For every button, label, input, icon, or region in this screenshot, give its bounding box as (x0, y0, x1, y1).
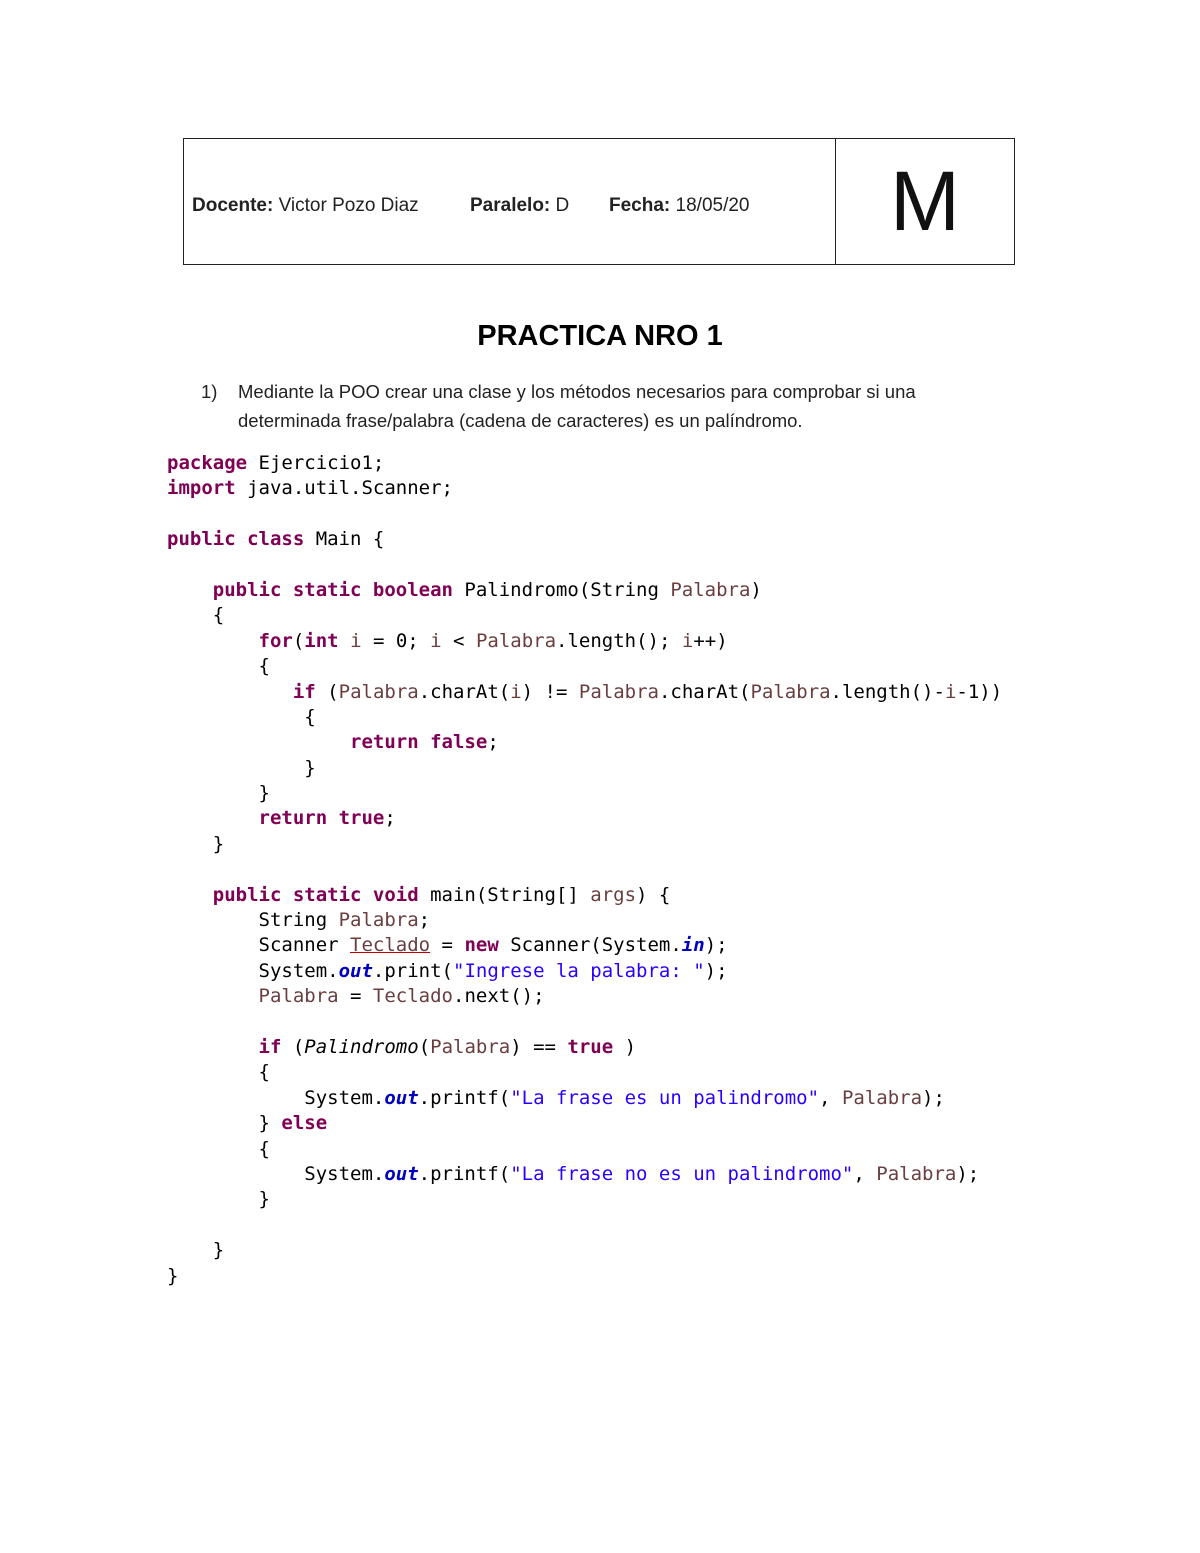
code-token: } (167, 832, 225, 855)
code-line (167, 832, 1002, 857)
code-line (167, 1213, 1002, 1238)
code-token: i (350, 629, 362, 652)
code-token: .charAt( (658, 680, 751, 703)
code-token: Palabra (670, 578, 751, 601)
code-token: i (944, 680, 957, 703)
code-token (167, 579, 213, 601)
code-token: new (464, 934, 499, 957)
code-token: } (167, 782, 270, 805)
code-token: ); (704, 959, 728, 982)
code-token: System. (167, 959, 339, 982)
code-token: < (441, 629, 476, 652)
code-token: System. (167, 1162, 385, 1185)
code-token: Palabra (258, 985, 339, 1008)
code-line (167, 857, 1002, 882)
code-line (167, 1238, 1002, 1263)
code-line (167, 603, 1002, 628)
code-line (167, 908, 1002, 933)
code-line (167, 527, 1002, 552)
code-token: Teclado (350, 934, 431, 957)
code-token: Palabra (876, 1162, 957, 1185)
code-token: "La frase es un palindromo" (510, 1086, 820, 1109)
code-token: if (292, 680, 316, 703)
code-token: .print( (372, 959, 453, 982)
code-token: } (167, 1188, 270, 1211)
code-token: out (384, 1086, 419, 1109)
header-info (184, 139, 836, 264)
code-token: , (819, 1086, 842, 1109)
code-line (167, 1060, 1002, 1085)
fecha-field (609, 195, 750, 217)
code-token: } (167, 1112, 282, 1135)
code-token (167, 884, 213, 906)
code-token: import (167, 477, 248, 500)
code-token: ( (418, 1035, 431, 1058)
code-token: ) (624, 1035, 637, 1058)
section-letter: M (890, 154, 960, 248)
fecha-value: 18/05/20 (670, 194, 750, 216)
code-line (167, 578, 1002, 603)
code-token: i (510, 680, 522, 703)
code-token: i (681, 629, 694, 652)
code-line (167, 1137, 1002, 1162)
paralelo-label: Paralelo: (470, 194, 551, 216)
code-token: String (167, 909, 339, 932)
code-token: = (338, 985, 373, 1008)
code-line (167, 705, 1002, 730)
docente-value: Victor Pozo Diaz (273, 194, 419, 216)
code-line (167, 883, 1002, 908)
code-line (167, 730, 1002, 755)
code-token: Palabra (841, 1086, 923, 1109)
code-token: } (167, 1264, 179, 1287)
code-token: -1)) (956, 680, 1003, 703)
code-line (167, 1111, 1002, 1136)
code-token: Palabra (578, 680, 659, 703)
code-token: ++) (693, 629, 728, 652)
code-token: Palabra (750, 680, 831, 703)
code-token (167, 807, 259, 829)
code-token: "Ingrese la palabra: " (453, 959, 705, 982)
code-token: public static void (212, 883, 419, 906)
code-token: } (167, 1239, 225, 1262)
page-title: PRACTICA NRO 1 (477, 320, 723, 352)
code-line (167, 1010, 1002, 1035)
code-token: return false (350, 731, 488, 754)
code-token: , (853, 1162, 877, 1185)
code-token: java.util.Scanner; (247, 477, 453, 500)
code-line (167, 781, 1002, 806)
code-token: ; (487, 731, 499, 754)
code-block (167, 451, 1002, 1289)
code-line (167, 1187, 1002, 1212)
code-token: true (567, 1035, 625, 1058)
code-token (167, 985, 259, 1007)
code-token: .length()- (830, 680, 945, 703)
code-token: for (258, 629, 293, 652)
code-token: Scanner (167, 934, 351, 957)
code-line (167, 1086, 1002, 1111)
code-token: package (167, 452, 259, 474)
code-token (167, 1036, 259, 1058)
code-token: .printf( (418, 1086, 511, 1109)
code-token: .length(); (556, 629, 682, 652)
code-token: { (167, 1137, 270, 1160)
code-line (167, 1162, 1002, 1187)
code-token: Palindromo (304, 1035, 419, 1058)
code-token: Palabra (338, 680, 419, 703)
code-token: = 0; (361, 629, 431, 652)
code-token: i (430, 629, 442, 652)
code-token: ); (956, 1162, 980, 1185)
code-line (167, 553, 1002, 578)
code-token: } (167, 756, 316, 779)
code-line (167, 984, 1002, 1009)
code-token: Palabra (430, 1035, 511, 1058)
code-token: else (281, 1112, 328, 1135)
code-token (167, 731, 350, 753)
code-line (167, 806, 1002, 831)
code-token: ( (315, 680, 339, 703)
code-token: ) == (510, 1035, 568, 1058)
code-token: public static boolean (212, 578, 453, 601)
code-token: Teclado (372, 985, 453, 1008)
code-token: System. (167, 1086, 385, 1109)
fecha-label: Fecha: (609, 194, 671, 216)
code-line (167, 1035, 1002, 1060)
code-token (167, 681, 293, 703)
code-token: out (384, 1162, 419, 1185)
code-token (167, 630, 259, 652)
code-line (167, 502, 1002, 527)
code-token: ) { (636, 883, 671, 906)
code-token: ) != (521, 680, 579, 703)
docente-field (192, 195, 470, 217)
code-token: ; (418, 909, 431, 932)
code-token: in (681, 934, 705, 957)
code-token: out (338, 959, 373, 982)
code-token: ); (922, 1086, 945, 1109)
exercise-number: 1) (201, 381, 218, 402)
code-token: ( (281, 1035, 305, 1058)
code-token: "La frase no es un palindromo" (510, 1162, 854, 1185)
code-token: class (247, 528, 316, 551)
code-token: ; (384, 807, 396, 830)
exercise-line-1: Mediante la POO crear una clase y los métodos necesarios para comprobar si una (238, 381, 916, 402)
code-token: main(String[] (418, 883, 591, 906)
code-line (167, 451, 1002, 476)
code-token: Main { (315, 528, 385, 551)
code-line (167, 959, 1002, 984)
paralelo-field (470, 195, 609, 217)
header-box (183, 138, 1015, 265)
code-token: Palindromo(String (452, 578, 671, 601)
code-line (167, 629, 1002, 654)
code-token: if (258, 1035, 282, 1058)
code-token: ( (292, 629, 305, 652)
code-token: args (590, 883, 637, 906)
code-token: { (167, 705, 316, 728)
paralelo-value: D (550, 194, 570, 216)
code-line (167, 933, 1002, 958)
code-token: { (167, 1061, 270, 1084)
docente-label: Docente: (192, 194, 274, 216)
code-line (167, 756, 1002, 781)
code-token: ); (704, 934, 728, 957)
code-token: .printf( (418, 1162, 511, 1185)
code-token: Palabra (338, 909, 419, 932)
code-token: return true (258, 807, 385, 830)
exercise-item (201, 377, 1001, 435)
code-line (167, 476, 1002, 501)
code-token: Ejercicio1; (258, 452, 385, 474)
code-token: Palabra (475, 629, 557, 652)
code-token: int (304, 629, 351, 652)
code-line (167, 1264, 1002, 1289)
code-token: public (167, 528, 248, 551)
code-token: ) (750, 578, 762, 601)
code-line (167, 654, 1002, 679)
code-token: Scanner(System. (498, 934, 682, 957)
exercise-line-2: determinada frase/palabra (cadena de caracteres) es un palíndromo. (238, 410, 803, 431)
code-token: .next(); (453, 985, 545, 1008)
code-line (167, 680, 1002, 705)
code-token: { (167, 655, 270, 678)
code-token: .charAt( (418, 680, 511, 703)
code-token: = (430, 934, 465, 957)
code-token: { (167, 604, 225, 627)
